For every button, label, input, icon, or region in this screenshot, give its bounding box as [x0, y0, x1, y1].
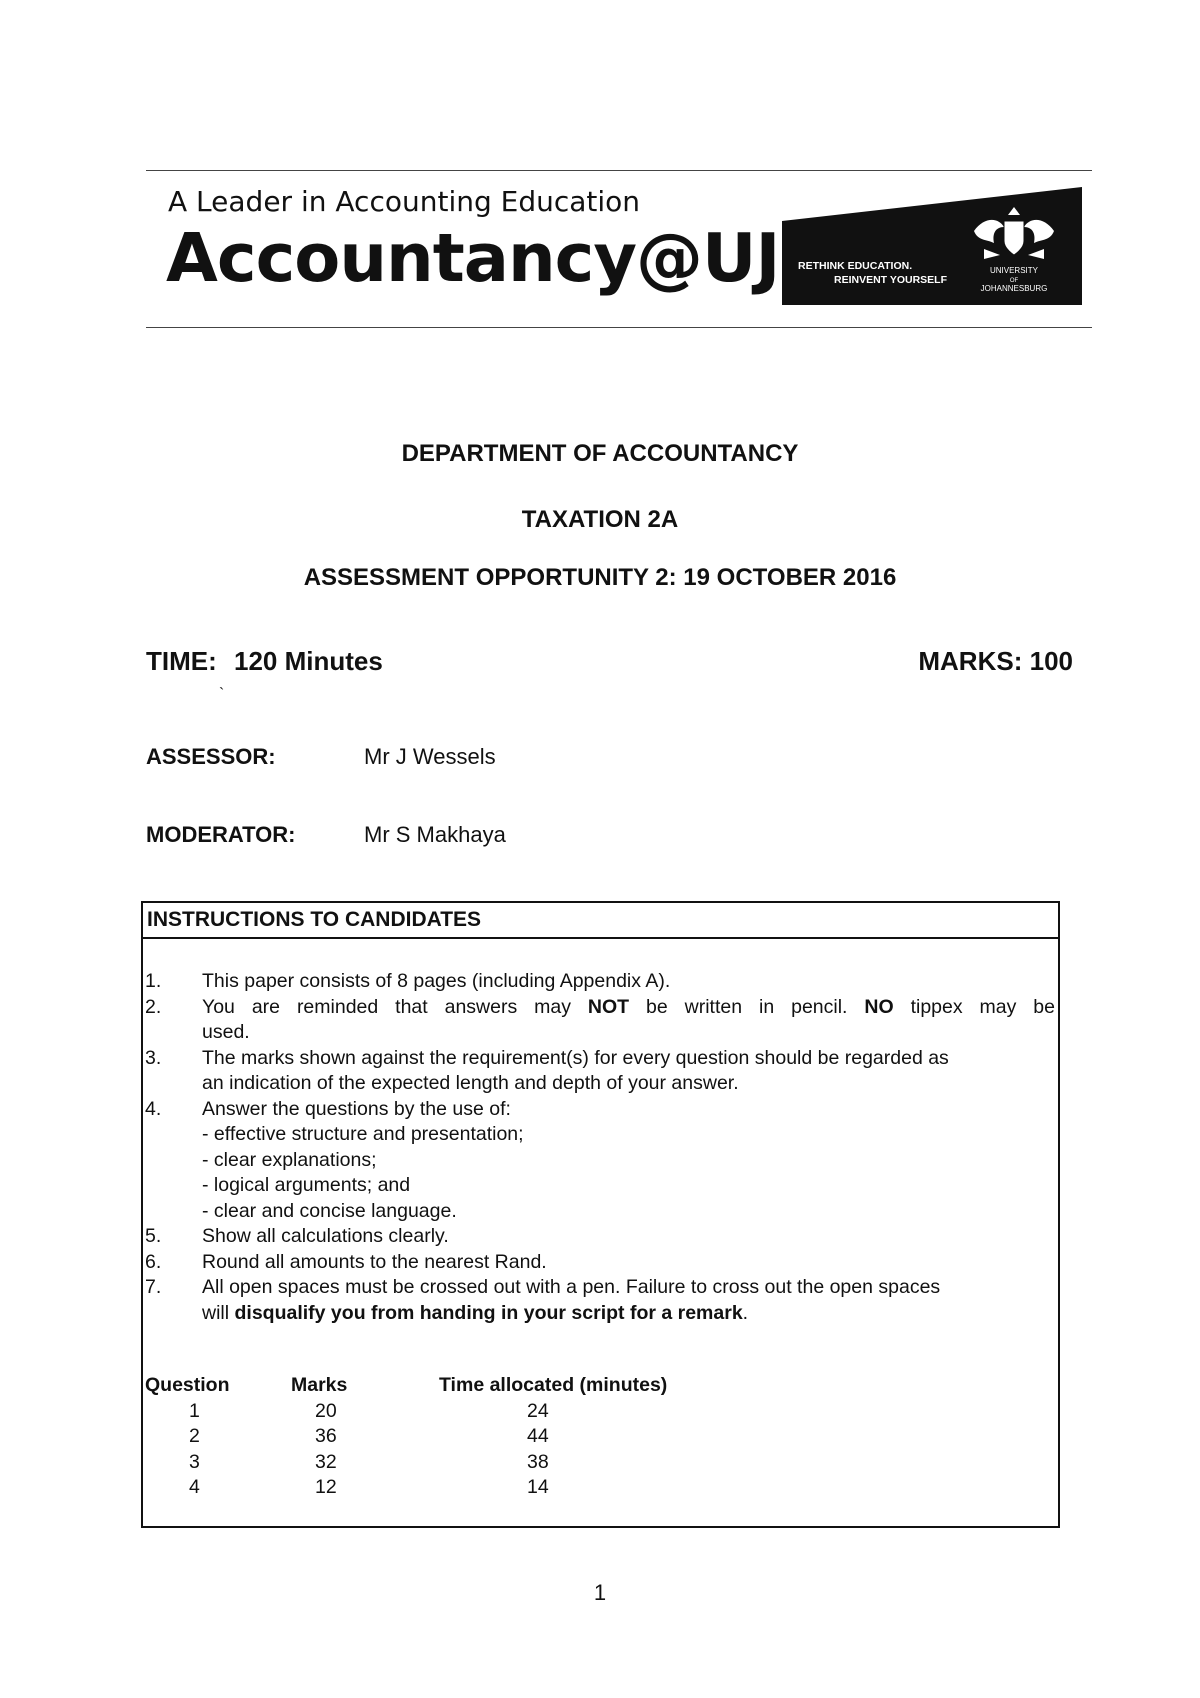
logo-slogan-line1: RETHINK EDUCATION. [798, 260, 913, 272]
header-time: Time allocated (minutes) [439, 1374, 668, 1396]
instruction-text: Round all amounts to the nearest Rand. [202, 1250, 547, 1273]
assessment-heading: ASSESSMENT OPPORTUNITY 2: 19 OCTOBER 2016 [303, 564, 897, 591]
logo-slogan-line2: REINVENT YOURSELF [834, 274, 947, 286]
logo-uni-line1: UNIVERSITY [989, 266, 1039, 275]
instruction-text: Show all calculations clearly. [202, 1225, 449, 1247]
cell-marks: 20 [315, 1399, 337, 1422]
instruction-item-2 [145, 995, 1055, 1021]
assessor-name: Mr J Wessels [364, 744, 496, 769]
uj-logo [782, 187, 1082, 305]
instruction-subitem: - logical arguments; and [202, 1174, 411, 1196]
moderator-name: Mr S Makhaya [364, 822, 506, 847]
cell-question: 3 [189, 1450, 200, 1473]
instruction-number: 7. [145, 1276, 162, 1298]
cell-marks: 32 [315, 1450, 337, 1473]
marks-label: MARKS: [918, 646, 1023, 676]
instruction-number: 6. [145, 1250, 162, 1273]
instructions-title: INSTRUCTIONS TO CANDIDATES [143, 903, 1058, 939]
logo-uni-line2: OF [1009, 278, 1019, 284]
instruction-text: You are reminded that answers may NOT be written in pencil. NO tippex may be [202, 995, 1055, 1018]
instruction-subitem: - clear and concise language. [202, 1199, 457, 1222]
instruction-text: All open spaces must be crossed out with a pen. Failure to cross out the open spaces [202, 1276, 941, 1298]
subject-heading: TAXATION 2A [521, 506, 679, 533]
instructions-box [141, 901, 1060, 1528]
marks-value: 100 [1029, 646, 1073, 676]
instruction-item-1 [145, 969, 1055, 995]
time-line [146, 646, 383, 677]
instruction-number: 5. [145, 1225, 162, 1247]
instructions-list [145, 969, 1055, 1326]
instruction-number: 2. [145, 995, 162, 1018]
instruction-continuation: will disqualify you from handing in your script for a remark. [202, 1301, 749, 1324]
cell-question: 2 [189, 1425, 200, 1447]
header-marks: Marks [291, 1374, 348, 1396]
time-value: 120 Minutes [234, 646, 383, 676]
cell-question: 4 [189, 1476, 200, 1498]
cell-marks: 12 [315, 1476, 337, 1498]
moderator-label: MODERATOR: [146, 822, 296, 847]
cell-time: 14 [527, 1476, 549, 1498]
cell-time: 44 [527, 1425, 549, 1447]
cell-time: 38 [527, 1450, 549, 1473]
stray-mark: ` [219, 686, 225, 703]
instruction-number: 3. [145, 1046, 162, 1069]
cell-time: 24 [527, 1399, 549, 1422]
instruction-item-7 [145, 1275, 1055, 1301]
instruction-item-4 [145, 1097, 1055, 1123]
instruction-continuation: used. [202, 1021, 250, 1043]
instruction-subitem: - clear explanations; [202, 1148, 377, 1171]
department-heading: DEPARTMENT OF ACCOUNTANCY [401, 440, 799, 467]
instruction-subitem: - effective structure and presentation; [202, 1123, 524, 1145]
instruction-number: 1. [145, 970, 162, 992]
instruction-text: This paper consists of 8 pages (including Appendix A). [202, 970, 671, 992]
instruction-number: 4. [145, 1097, 162, 1120]
header-question: Question [145, 1374, 230, 1396]
cell-marks: 36 [315, 1425, 337, 1447]
instruction-text: The marks shown against the requirement(s) for every question should be regarded as [202, 1046, 949, 1069]
page-number: 1 [593, 1580, 607, 1605]
instruction-text: Answer the questions by the use of: [202, 1097, 511, 1120]
logo-uni-line3: JOHANNESBURG [980, 284, 1048, 293]
accountancy-uj-banner [146, 170, 1092, 328]
assessor-label: ASSESSOR: [146, 744, 276, 769]
instruction-item-3 [145, 1046, 1055, 1072]
cell-question: 1 [189, 1399, 200, 1422]
instruction-continuation: an indication of the expected length and depth of your answer. [202, 1072, 739, 1094]
time-label: TIME: [146, 646, 217, 676]
instruction-item-6 [145, 1250, 1055, 1276]
banner-brand: Accountancy@UJ [166, 219, 780, 297]
marks-line [918, 646, 1073, 677]
banner-tagline: A Leader in Accounting Education [168, 185, 641, 218]
instruction-item-5 [145, 1224, 1055, 1250]
